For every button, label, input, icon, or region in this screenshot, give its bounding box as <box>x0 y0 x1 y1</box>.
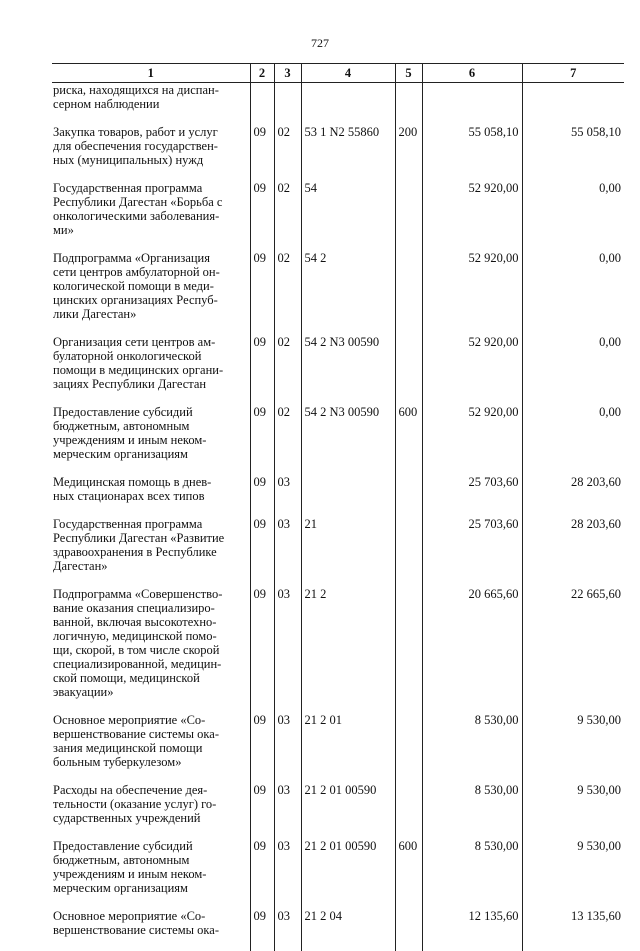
table-header-row <box>52 64 624 83</box>
amount-year1-cell: 52 920,00 <box>422 335 522 405</box>
table-row <box>52 251 624 335</box>
subsection-code-cell: 03 <box>274 517 301 587</box>
amount-year2-cell: 9 530,00 <box>522 839 624 909</box>
column-header: 6 <box>422 64 522 83</box>
subsection-code-cell: 03 <box>274 909 301 951</box>
table-row <box>52 517 624 587</box>
section-code-cell <box>250 83 274 126</box>
target-article-cell: 54 <box>301 181 395 251</box>
table-row <box>52 909 624 951</box>
expense-type-cell <box>395 909 422 951</box>
table-row <box>52 125 624 181</box>
amount-year2-cell <box>522 83 624 126</box>
table-row <box>52 83 624 126</box>
target-article-cell <box>301 475 395 517</box>
table-row <box>52 181 624 251</box>
row-name-cell: Предоставление субсидий бюджетным, автономным учреждениям и иным неком- мерческим организациям <box>52 405 250 475</box>
section-code-cell: 09 <box>250 335 274 405</box>
amount-year1-cell: 8 530,00 <box>422 839 522 909</box>
expense-type-cell: 600 <box>395 405 422 475</box>
target-article-cell: 21 2 01 00590 <box>301 783 395 839</box>
row-name-cell: Основное мероприятие «Со- вершенствование системы ока- зания медицинской помощи больным туберкулезом» <box>52 713 250 783</box>
target-article-cell: 21 2 01 <box>301 713 395 783</box>
amount-year1-cell: 8 530,00 <box>422 713 522 783</box>
subsection-code-cell: 03 <box>274 713 301 783</box>
row-name-cell: риска, находящихся на диспан- серном наблюдении <box>52 83 250 126</box>
expense-type-cell: 200 <box>395 125 422 181</box>
target-article-cell: 54 2 <box>301 251 395 335</box>
column-header: 1 <box>52 64 250 83</box>
amount-year2-cell: 55 058,10 <box>522 125 624 181</box>
target-article-cell: 21 2 04 <box>301 909 395 951</box>
amount-year2-cell: 13 135,60 <box>522 909 624 951</box>
amount-year2-cell: 9 530,00 <box>522 783 624 839</box>
section-code-cell: 09 <box>250 909 274 951</box>
row-name-cell: Предоставление субсидий бюджетным, автономным учреждениям и иным неком- мерческим организациям <box>52 839 250 909</box>
subsection-code-cell: 03 <box>274 475 301 517</box>
amount-year2-cell: 0,00 <box>522 181 624 251</box>
expense-type-cell <box>395 83 422 126</box>
row-name-cell: Организация сети центров ам- булаторной онкологической помощи в медицинских органи- зациях Республики Дагестан <box>52 335 250 405</box>
expense-type-cell <box>395 783 422 839</box>
amount-year1-cell: 52 920,00 <box>422 181 522 251</box>
table-row <box>52 783 624 839</box>
subsection-code-cell: 02 <box>274 251 301 335</box>
amount-year1-cell: 20 665,60 <box>422 587 522 713</box>
table-row <box>52 405 624 475</box>
target-article-cell: 53 1 N2 55860 <box>301 125 395 181</box>
amount-year1-cell: 25 703,60 <box>422 517 522 587</box>
target-article-cell: 21 2 01 00590 <box>301 839 395 909</box>
target-article-cell: 21 2 <box>301 587 395 713</box>
row-name-cell: Медицинская помощь в днев- ных стационарах всех типов <box>52 475 250 517</box>
amount-year2-cell: 28 203,60 <box>522 517 624 587</box>
target-article-cell: 54 2 N3 00590 <box>301 405 395 475</box>
amount-year1-cell: 12 135,60 <box>422 909 522 951</box>
column-header: 4 <box>301 64 395 83</box>
column-header: 7 <box>522 64 624 83</box>
subsection-code-cell: 03 <box>274 839 301 909</box>
expense-type-cell <box>395 181 422 251</box>
row-name-cell: Государственная программа Республики Дагестан «Борьба с онкологическими заболевания- ми» <box>52 181 250 251</box>
amount-year2-cell: 28 203,60 <box>522 475 624 517</box>
section-code-cell: 09 <box>250 713 274 783</box>
budget-table <box>52 63 624 951</box>
section-code-cell: 09 <box>250 839 274 909</box>
page-number: 727 <box>0 36 640 51</box>
subsection-code-cell <box>274 83 301 126</box>
expense-type-cell <box>395 517 422 587</box>
column-header: 3 <box>274 64 301 83</box>
target-article-cell: 54 2 N3 00590 <box>301 335 395 405</box>
row-name-cell: Основное мероприятие «Со- вершенствование системы ока- <box>52 909 250 951</box>
section-code-cell: 09 <box>250 251 274 335</box>
amount-year2-cell: 0,00 <box>522 335 624 405</box>
table-row <box>52 587 624 713</box>
column-header: 2 <box>250 64 274 83</box>
column-header: 5 <box>395 64 422 83</box>
row-name-cell: Закупка товаров, работ и услуг для обеспечения государствен- ных (муниципальных) нужд <box>52 125 250 181</box>
subsection-code-cell: 03 <box>274 783 301 839</box>
amount-year2-cell: 0,00 <box>522 405 624 475</box>
target-article-cell <box>301 83 395 126</box>
expense-type-cell <box>395 713 422 783</box>
section-code-cell: 09 <box>250 517 274 587</box>
subsection-code-cell: 03 <box>274 587 301 713</box>
table-body <box>52 83 624 951</box>
amount-year2-cell: 9 530,00 <box>522 713 624 783</box>
subsection-code-cell: 02 <box>274 181 301 251</box>
table-row <box>52 335 624 405</box>
amount-year1-cell: 55 058,10 <box>422 125 522 181</box>
expense-type-cell <box>395 335 422 405</box>
amount-year1-cell: 52 920,00 <box>422 251 522 335</box>
amount-year1-cell: 8 530,00 <box>422 783 522 839</box>
section-code-cell: 09 <box>250 475 274 517</box>
section-code-cell: 09 <box>250 587 274 713</box>
amount-year1-cell <box>422 83 522 126</box>
expense-type-cell: 600 <box>395 839 422 909</box>
section-code-cell: 09 <box>250 125 274 181</box>
table-row <box>52 475 624 517</box>
subsection-code-cell: 02 <box>274 405 301 475</box>
table-row <box>52 713 624 783</box>
amount-year1-cell: 25 703,60 <box>422 475 522 517</box>
target-article-cell: 21 <box>301 517 395 587</box>
table-row <box>52 839 624 909</box>
expense-type-cell <box>395 587 422 713</box>
row-name-cell: Расходы на обеспечение дея- тельности (оказание услуг) го- сударственных учреждений <box>52 783 250 839</box>
expense-type-cell <box>395 251 422 335</box>
section-code-cell: 09 <box>250 783 274 839</box>
row-name-cell: Подпрограмма «Совершенство- вание оказания специализиро- ванной, включая высокотехно- логичную, медицинской помо- щи, скорой, в том числе скорой специализированной, медицин- ской помощи, медицинской эвакуации» <box>52 587 250 713</box>
section-code-cell: 09 <box>250 181 274 251</box>
subsection-code-cell: 02 <box>274 125 301 181</box>
row-name-cell: Подпрограмма «Организация сети центров амбулаторной он- кологической помощи в меди- цинских организациях Респуб- лики Дагестан» <box>52 251 250 335</box>
amount-year2-cell: 0,00 <box>522 251 624 335</box>
subsection-code-cell: 02 <box>274 335 301 405</box>
section-code-cell: 09 <box>250 405 274 475</box>
amount-year1-cell: 52 920,00 <box>422 405 522 475</box>
expense-type-cell <box>395 475 422 517</box>
amount-year2-cell: 22 665,60 <box>522 587 624 713</box>
row-name-cell: Государственная программа Республики Дагестан «Развитие здравоохранения в Республике Дагестан» <box>52 517 250 587</box>
